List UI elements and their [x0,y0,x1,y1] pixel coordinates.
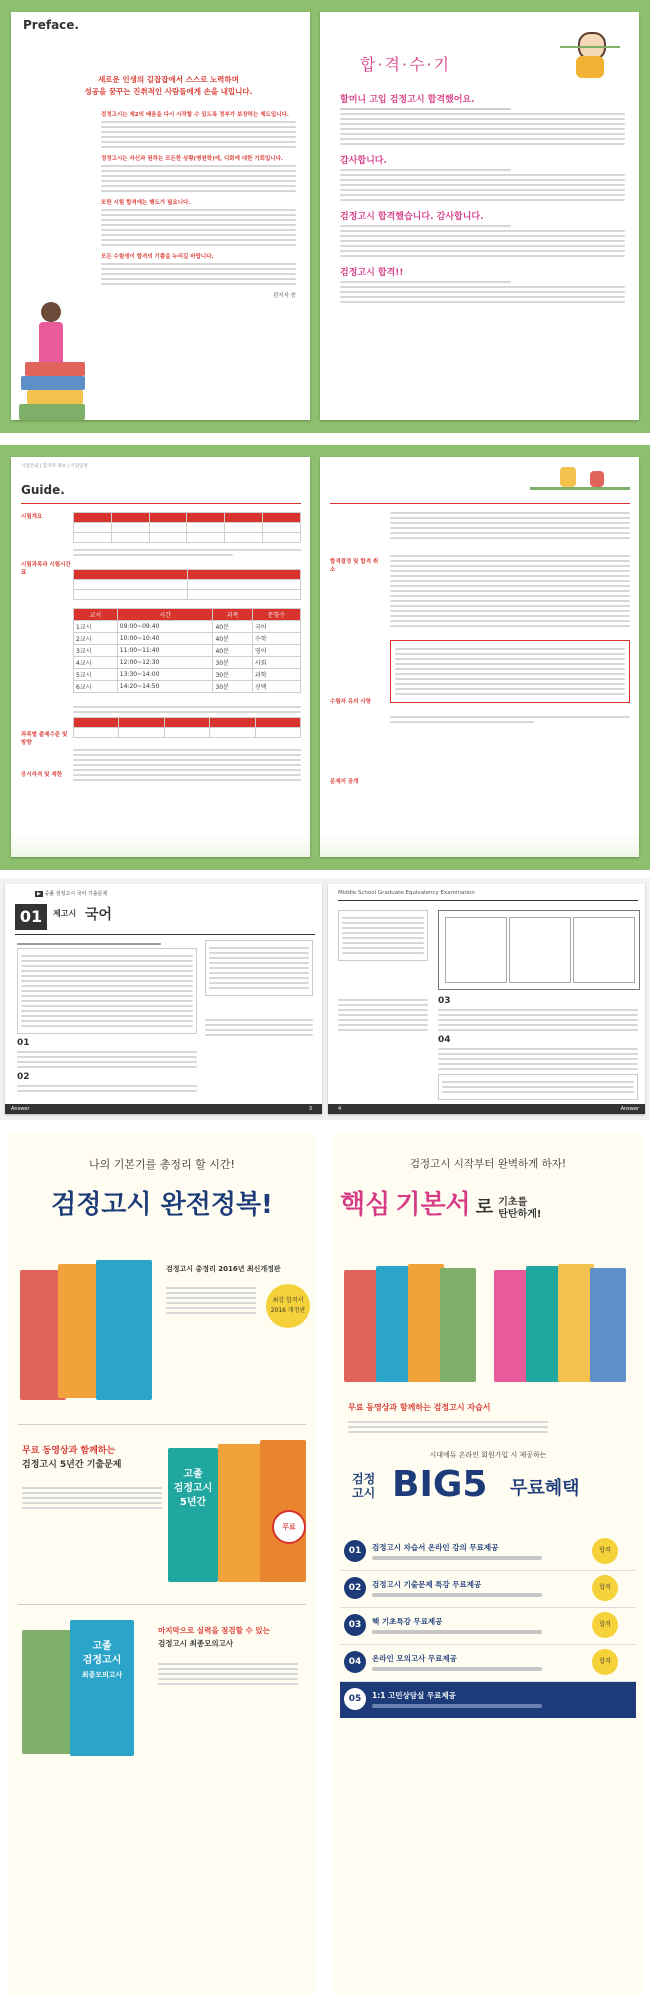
question-number: 04 [438,1035,451,1045]
hero-illustration [560,26,620,82]
footer-answer-right: 4 Answer [328,1104,645,1114]
preface-left-page [11,12,310,420]
preface-signature: 편저자 씀 [272,293,296,299]
big5-title: BIG5 [392,1464,488,1505]
free-badge: 무료 [272,1510,306,1544]
guide-plant-illustration [530,463,630,493]
guide-sections: 시험개요 시험과목과 시험시간표 과목별 출제수준 및 방향 응시자격 및 제한 [21,514,71,778]
story-heading: 검정고시 합격했습니다. 감사합니다. [340,212,484,222]
guide-right-bottom [320,835,639,857]
benefit-row: 02 검정고시 기출문제 특강 무료제공 합격 [340,1571,636,1608]
preface-subhead: 또한 시험 합격에는 행도가 필요니다. [101,200,191,206]
preface-subhead: 모든 수험생이 합격의 기쁨을 누리길 바랍니다. [101,254,214,260]
guide-top-meta: 시험안내 | 합격자 정보 | 시험일정 [21,464,88,469]
guide-right-page [320,457,639,857]
preface-right-page [320,12,639,420]
five-year-books: 고졸 검정고시 5년간 무료 [168,1440,308,1590]
preface-heading: Preface. [23,18,79,32]
left-sticker: 최강 합격서 2016 개정판 [266,1284,310,1328]
benefits-list [340,1534,636,1718]
benefit-row: 01 검정고시 자습서 온라인 강의 무료제공 합격 [340,1534,636,1571]
subject-right-page [328,884,645,1114]
subject-table [73,569,301,600]
subject-left-page [5,884,322,1114]
footer-answer-left: Answer 3 [5,1104,322,1114]
benefit-row: 05 1:1 고민상담실 무료제공 [340,1682,636,1718]
right-mid-text: 무료 동영상과 함께하는 검정고시 자습서 [348,1403,491,1412]
schedule-table: 교시 시간 과목 문항수 1교시 09:00~09:40 40분 국어 2교시 10:00~10:40 40분 수학 3교시 11:00~11:40 40분 영어 4교시 12:00~12:30 30분 사회 5교시 13:30~14:00 30분 과학 6교시 14:20~14:50 30분 선택 [73,608,301,693]
preface-subhead: 검정고시는 제2의 배움을 다시 시작할 수 있도록 정부가 보장하는 제도입니다. [101,112,289,118]
left-books [20,1260,160,1410]
left-ad [8,1134,316,1994]
story-heading: 검정고시 합격!! [340,268,404,278]
right-ad-title: 핵심 기본서 로 기초를 탄탄하게! [340,1190,542,1220]
right-books [344,1260,634,1390]
question-number: 03 [438,996,451,1006]
left-ad-tagline: 나의 기본기를 총정리 할 시간! [89,1158,235,1171]
guide-bottom-illustration [11,835,310,857]
guide-spread [0,445,650,870]
left-ad-title: 검정고시 완전정복! [51,1190,273,1220]
overview-table [73,512,301,543]
book-stack-illustration [11,262,91,420]
benefit-row: 03 핵 기초특강 무료제공 합격 [340,1608,636,1645]
preface-body [101,110,296,299]
left-ad-note: 검정고시 총정리 2016년 최신개정판 [166,1265,281,1273]
unit-label: ▶ 중졸 검정고시 국어 기출문제 [37,891,108,897]
question-number: 01 [17,1038,30,1048]
stories-title: 합·격·수·기 [360,55,452,74]
right-ad-tagline: 검정고시 시작부터 완벽하게 하자! [409,1158,567,1170]
subject-spread [0,878,650,1120]
question-number: 02 [17,1072,30,1082]
mock-test-books: 고졸 검정고시 최종모의고사 [22,1620,142,1760]
level-table [73,717,301,738]
big5-header: 시대에듀 온라인 회원가입 시 제공하는 검정 고시 BIG5 무료혜택 [352,1451,580,1505]
guide-right-sections: 합격결정 및 합격 취소 수험자 유의 사항 문제지 공개 [330,559,379,785]
right-ad [334,1134,642,1994]
left-bottom-text: 마지막으로 실력을 점검할 수 있는 검정고시 최종모의고사 [158,1626,270,1648]
comic-illustration [438,910,640,990]
english-header: Middle School Graduate Equivalency Examination [338,890,475,896]
preface-subhead: 정정고시는 자신과 원하는 모든한 상황(병원학)에, 디회에 대한 기회입니다. [101,156,284,162]
benefit-row: 04 온라인 모의고사 무료제공 합격 [340,1645,636,1682]
left-mid-text: 무료 동영상과 함께하는 검정고시 5년간 기출문제 [22,1446,122,1470]
stamp-icon: 합격 [592,1649,618,1675]
story-heading: 할머니 고입 검정고시 합격했어요. [340,95,475,105]
stamp-icon: 합격 [592,1612,618,1638]
side-notes [205,940,313,1039]
story-heading: 감사합니다. [340,156,387,166]
guide-left-page [11,457,310,857]
ads-spread [0,1128,650,2000]
subject-title: 국어 [85,907,113,923]
unit-number: 01 [15,904,47,930]
stamp-icon: 합격 [592,1538,618,1564]
preface-spread [0,0,650,433]
preface-intro: 새로운 인생의 길잡잡에서 스스로 노력하며 성공을 꿈꾸는 진취적인 사람들에게 손을 내밉니다. [84,75,253,96]
guide-heading: Guide. [21,483,65,497]
subject-label: 제고시 [53,909,77,918]
stamp-icon: 합격 [592,1575,618,1601]
